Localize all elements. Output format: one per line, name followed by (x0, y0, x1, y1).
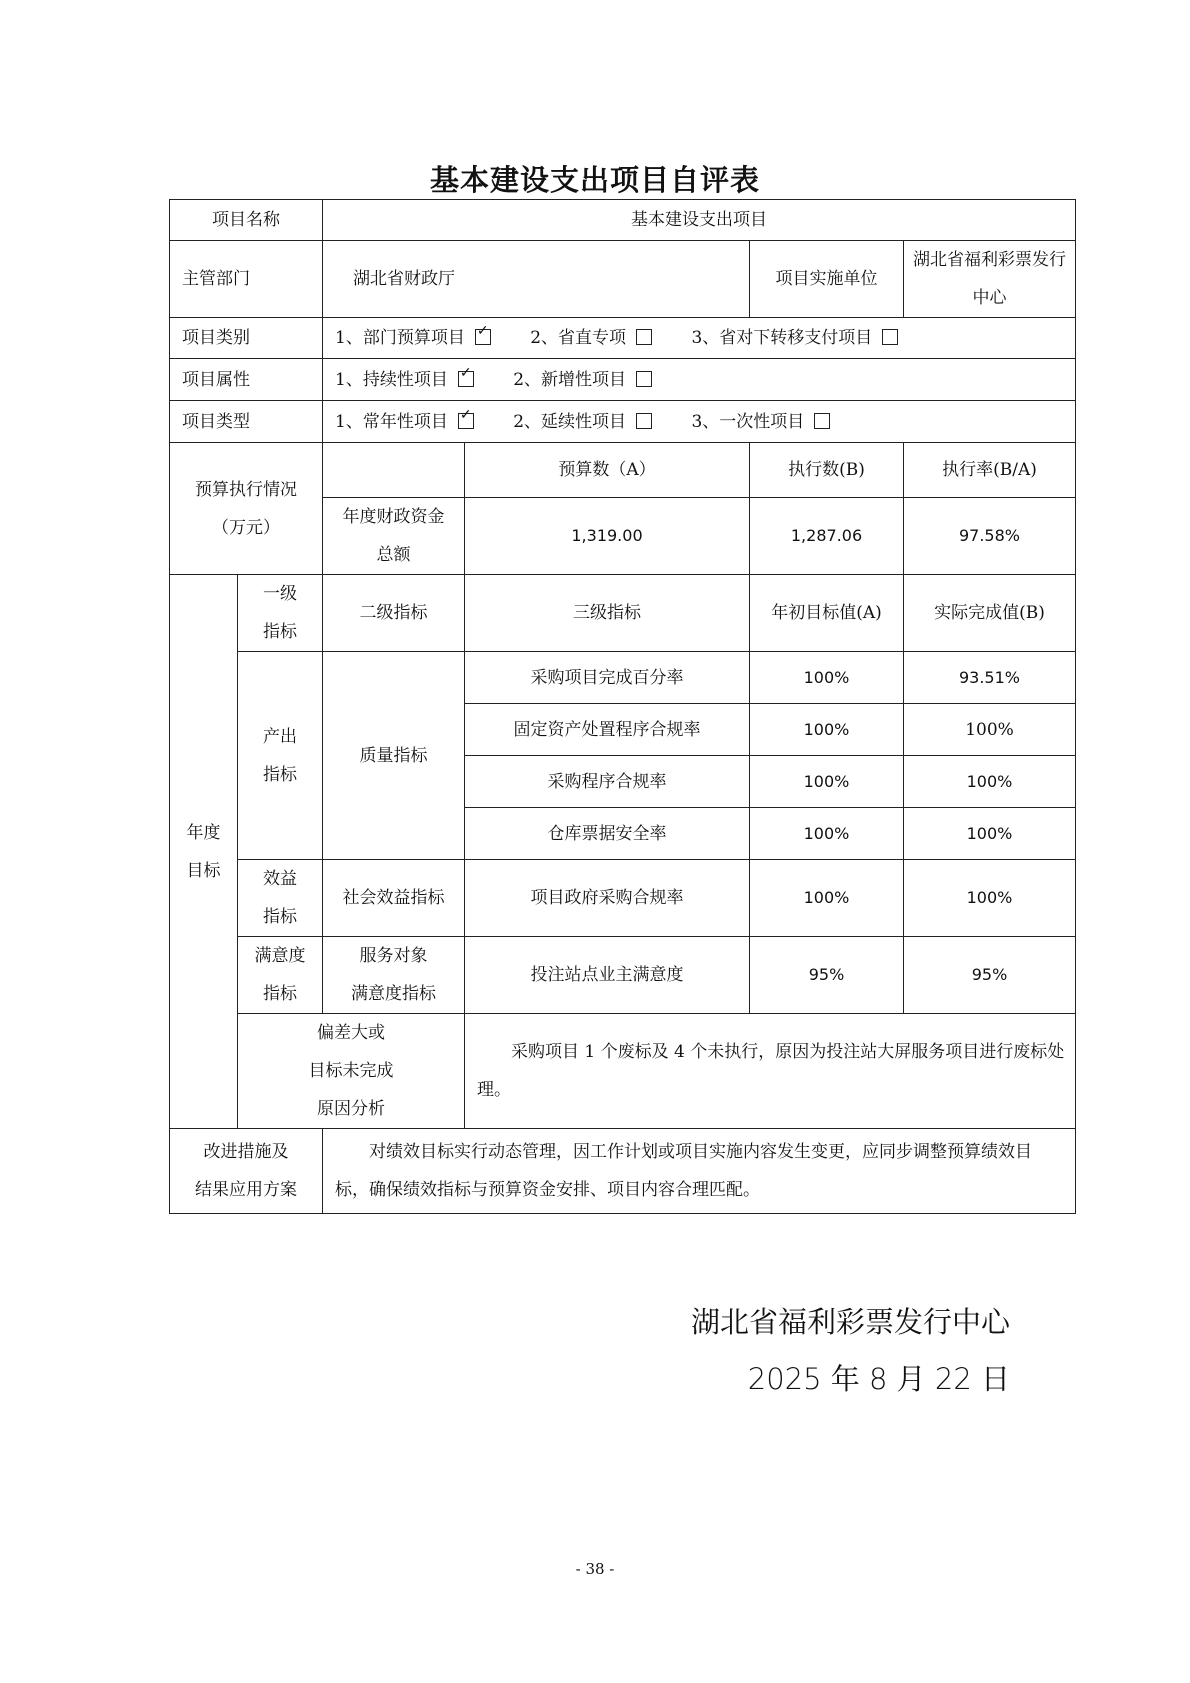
budget-rate-value: 97.58% (904, 498, 1076, 575)
benefit-indicator-label: 效益 指标 (238, 860, 323, 937)
attribute-label: 项目属性 (170, 359, 323, 401)
level2-header: 二级指标 (323, 575, 465, 652)
attribute-option: 2、新增性项目 (513, 361, 652, 399)
checkbox-icon[interactable] (636, 329, 652, 345)
target-value: 100% (750, 756, 904, 808)
improve-text: 对绩效目标实行动态管理，因工作计划或项目实施内容发生变更，应同步调整预算绩效目标，确保绩效指标与预算资金安排、项目内容合理匹配。 (323, 1129, 1076, 1214)
budget-row-label: 年度财政资金 总额 (323, 498, 465, 575)
row-budget-header (170, 443, 1076, 498)
service-indicator-label: 服务对象 满意度指标 (323, 937, 465, 1014)
social-indicator-label: 社会效益指标 (323, 860, 465, 937)
attribute-option: 1、持续性项目✓ (335, 361, 474, 399)
target-value: 100% (750, 860, 904, 937)
improve-label: 改进措施及 结果应用方案 (170, 1129, 323, 1214)
level1-header: 一级 指标 (238, 575, 323, 652)
type-option: 1、常年性项目✓ (335, 403, 474, 441)
dept-label: 主管部门 (170, 241, 323, 318)
actual-value: 100% (904, 756, 1076, 808)
checkbox-icon[interactable] (882, 329, 898, 345)
category-option: 2、省直专项 (530, 319, 652, 357)
row-improve (170, 1129, 1076, 1214)
goals-label: 年度 目标 (170, 575, 238, 1129)
actual-value: 100% (904, 704, 1076, 756)
satisfaction-indicator-label: 满意度 指标 (238, 937, 323, 1014)
row-attribute (170, 359, 1076, 401)
checkbox-icon[interactable] (636, 371, 652, 387)
budget-blank-cell (323, 443, 465, 498)
type-option: 3、一次性项目 (691, 403, 830, 441)
table-row (170, 937, 1076, 1014)
type-option: 2、延续性项目 (513, 403, 652, 441)
category-option: 1、部门预算项目✓ (335, 319, 491, 357)
target-value: 100% (750, 652, 904, 704)
row-category (170, 318, 1076, 359)
budget-col-rate: 执行率(B/A) (904, 443, 1076, 498)
table-row (170, 860, 1076, 937)
impl-value: 湖北省福利彩票发行中心 (904, 241, 1076, 318)
row-deviation (170, 1014, 1076, 1129)
type-options (323, 401, 1076, 443)
output-indicator-label: 产出 指标 (238, 652, 323, 860)
type-label: 项目类型 (170, 401, 323, 443)
budget-label: 预算执行情况 （万元） (170, 443, 323, 575)
level3-header: 三级指标 (465, 575, 750, 652)
category-option: 3、省对下转移支付项目 (691, 319, 898, 357)
category-options (323, 318, 1076, 359)
budget-a-value: 1,319.00 (465, 498, 750, 575)
checkbox-checked-icon[interactable] (475, 329, 491, 345)
dept-value: 湖北省财政厅 (323, 241, 750, 318)
actual-header: 实际完成值(B) (904, 575, 1076, 652)
row-dept (170, 241, 1076, 318)
impl-label: 项目实施单位 (750, 241, 904, 318)
indicator-name: 采购项目完成百分率 (465, 652, 750, 704)
signature-org: 湖北省福利彩票发行中心 (690, 1305, 1010, 1339)
checkbox-icon[interactable] (636, 413, 652, 429)
row-goals-header (170, 575, 1076, 652)
signature-date: 2025 年 8 月 22 日 (747, 1362, 1010, 1396)
project-name-label: 项目名称 (170, 200, 323, 241)
row-project-name (170, 200, 1076, 241)
actual-value: 93.51% (904, 652, 1076, 704)
deviation-label: 偏差大或 目标未完成 原因分析 (238, 1014, 465, 1129)
row-type (170, 401, 1076, 443)
target-header: 年初目标值(A) (750, 575, 904, 652)
indicator-name: 采购程序合规率 (465, 756, 750, 808)
deviation-text: 采购项目 1 个废标及 4 个未执行，原因为投注站大屏服务项目进行废标处理。 (465, 1014, 1076, 1129)
actual-value: 95% (904, 937, 1076, 1014)
actual-value: 100% (904, 808, 1076, 860)
budget-col-a: 预算数（A） (465, 443, 750, 498)
page-number: - 38 - (575, 1560, 615, 1578)
quality-indicator-label: 质量指标 (323, 652, 465, 860)
budget-b-value: 1,287.06 (750, 498, 904, 575)
indicator-name: 项目政府采购合规率 (465, 860, 750, 937)
indicator-name: 仓库票据安全率 (465, 808, 750, 860)
target-value: 100% (750, 808, 904, 860)
category-label: 项目类别 (170, 318, 323, 359)
table-row (170, 652, 1076, 704)
attribute-options (323, 359, 1076, 401)
self-evaluation-table (169, 199, 1076, 1214)
checkbox-checked-icon[interactable] (458, 371, 474, 387)
checkbox-checked-icon[interactable] (458, 413, 474, 429)
project-name-value: 基本建设支出项目 (323, 200, 1076, 241)
page-title: 基本建设支出项目自评表 (429, 163, 760, 197)
indicator-name: 固定资产处置程序合规率 (465, 704, 750, 756)
indicator-name: 投注站点业主满意度 (465, 937, 750, 1014)
target-value: 95% (750, 937, 904, 1014)
checkbox-icon[interactable] (814, 413, 830, 429)
actual-value: 100% (904, 860, 1076, 937)
target-value: 100% (750, 704, 904, 756)
budget-col-b: 执行数(B) (750, 443, 904, 498)
